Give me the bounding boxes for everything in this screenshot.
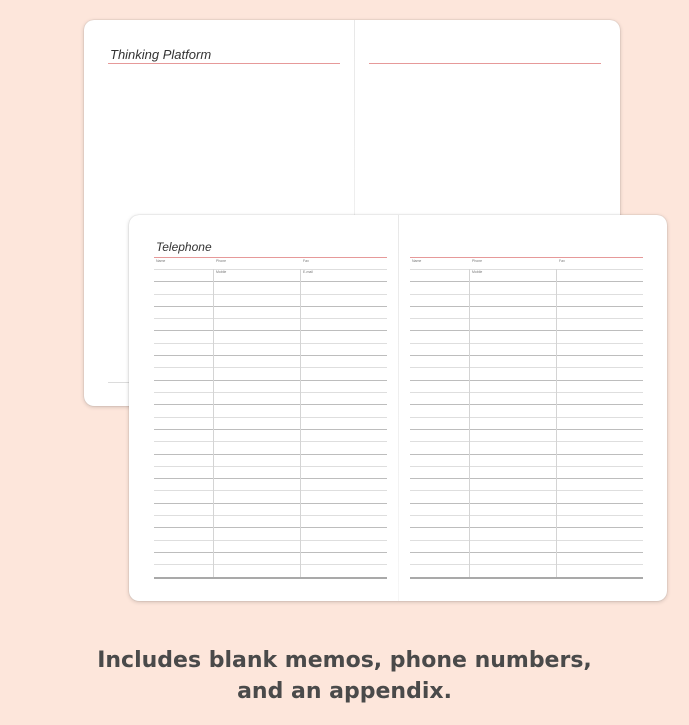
grid-row-line xyxy=(410,343,643,344)
grid-row-line xyxy=(154,552,387,553)
grid-row-line xyxy=(410,281,643,282)
grid-row-line xyxy=(154,527,387,528)
front-notebook-gutter xyxy=(398,215,399,601)
left-header-mobile: Mobile xyxy=(216,270,227,274)
grid-row-line xyxy=(410,515,643,516)
grid-row-line xyxy=(410,294,643,295)
grid-column-line xyxy=(300,269,301,577)
grid-row-line xyxy=(410,404,643,405)
grid-row-line xyxy=(154,380,387,381)
grid-row-line xyxy=(154,478,387,479)
grid-row-line xyxy=(410,417,643,418)
grid-row-line xyxy=(154,306,387,307)
grid-row-line xyxy=(154,367,387,368)
grid-row-line xyxy=(154,294,387,295)
grid-row-line xyxy=(410,355,643,356)
grid-column-line xyxy=(469,269,470,577)
grid-row-line xyxy=(410,540,643,541)
grid-row-line xyxy=(410,367,643,368)
grid-row-line xyxy=(410,380,643,381)
grid-bottom-line xyxy=(410,577,643,579)
back-bottom-rule xyxy=(108,382,130,383)
grid-row-line xyxy=(154,343,387,344)
grid-row-line xyxy=(154,392,387,393)
grid-row-line xyxy=(154,281,387,282)
caption-line-2: and an appendix. xyxy=(237,679,452,704)
grid-column-line xyxy=(556,269,557,577)
grid-row-line xyxy=(154,355,387,356)
back-notebook-title: Thinking Platform xyxy=(110,47,212,62)
grid-row-line xyxy=(154,330,387,331)
left-header-email: E-mail xyxy=(303,270,313,274)
grid-row-line xyxy=(154,441,387,442)
grid-column-line xyxy=(213,269,214,577)
right-title-rule xyxy=(410,257,643,258)
grid-row-line xyxy=(410,478,643,479)
telephone-title: Telephone xyxy=(156,240,212,254)
grid-row-line xyxy=(154,466,387,467)
grid-row-line xyxy=(410,318,643,319)
grid-row-line xyxy=(410,441,643,442)
grid-row-line xyxy=(154,318,387,319)
left-header-fax: Fax xyxy=(303,259,309,263)
grid-row-line xyxy=(154,564,387,565)
grid-row-line xyxy=(410,429,643,430)
caption-line-1: Includes blank memos, phone numbers, xyxy=(97,648,592,673)
grid-row-line xyxy=(154,404,387,405)
grid-row-line xyxy=(410,306,643,307)
left-header-name: Name xyxy=(156,259,166,263)
right-header-mobile: Mobile xyxy=(472,270,483,274)
grid-row-line xyxy=(410,503,643,504)
back-right-title-rule xyxy=(369,63,601,64)
grid-row-line xyxy=(410,552,643,553)
grid-row-line xyxy=(154,540,387,541)
grid-row-line xyxy=(410,466,643,467)
grid-row-line xyxy=(154,490,387,491)
grid-row-line xyxy=(154,454,387,455)
back-left-title-rule xyxy=(108,63,340,64)
right-header-name: Name xyxy=(412,259,422,263)
left-header-phone: Phone xyxy=(216,259,227,263)
grid-row-line xyxy=(410,490,643,491)
grid-row-line xyxy=(154,269,387,270)
front-notebook xyxy=(129,215,667,601)
grid-row-line xyxy=(154,515,387,516)
grid-row-line xyxy=(410,392,643,393)
right-header-phone: Phone xyxy=(472,259,483,263)
grid-bottom-line xyxy=(154,577,387,579)
grid-row-line xyxy=(410,527,643,528)
grid-row-line xyxy=(410,564,643,565)
grid-row-line xyxy=(410,330,643,331)
grid-row-line xyxy=(154,503,387,504)
grid-row-line xyxy=(154,429,387,430)
grid-row-line xyxy=(154,417,387,418)
grid-row-line xyxy=(410,269,643,270)
left-title-rule xyxy=(154,257,387,258)
right-header-fax: Fax xyxy=(559,259,565,263)
grid-row-line xyxy=(410,454,643,455)
